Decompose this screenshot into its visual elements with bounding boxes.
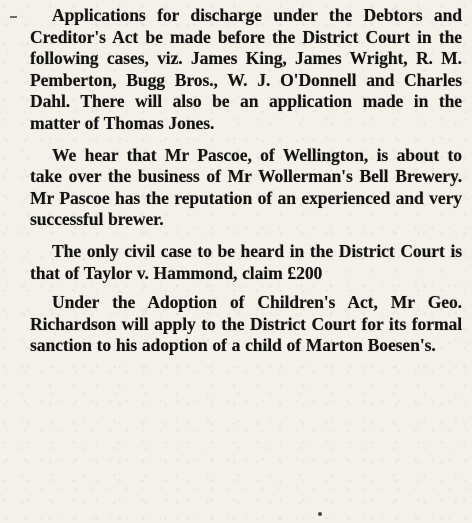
- margin-rule-mark: [10, 16, 17, 18]
- paragraph-adoption: Under the Adoption of Children's Act, Mr Geo. Richardson will apply to the District Court for its formal sanction to his adoption of a child of Marton Boesen's.: [30, 292, 462, 356]
- paragraph-brewery-business: We hear that Mr Pascoe, of Wellington, is about to take over the business of Mr Wollerman's Bell Brewery. Mr Pascoe has the reputation of an experienced and very successful brewer.: [30, 144, 462, 230]
- paragraph-discharge-applications: Applications for discharge under the Debtors and Creditor's Act be made before the District Court in the following cases, viz. James King, James Wright, R. M. Pemberton, Bugg Bros., W. J. O'Donnell and Charles Dahl. There will also be an application made in the matter of Thomas Jones.: [30, 5, 462, 133]
- news-column: [30, 5, 462, 357]
- paragraph-civil-case: The only civil case to be heard in the District Court is that of Taylor v. Hammond, claim £200: [30, 240, 462, 283]
- ink-speck: [318, 512, 322, 516]
